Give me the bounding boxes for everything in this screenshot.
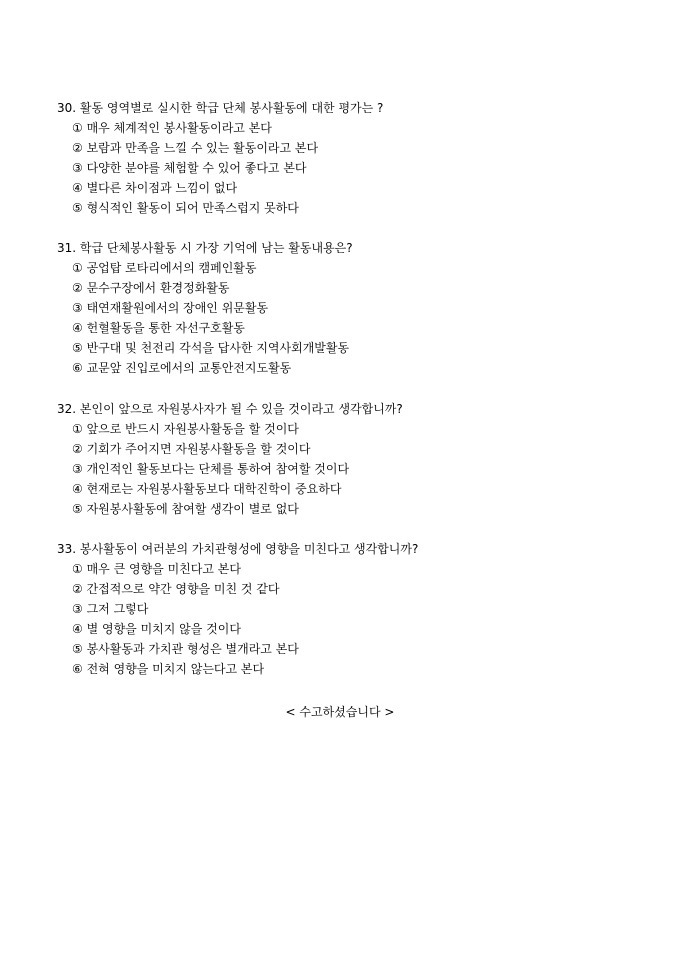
- question-text: 30. 활동 영역별로 실시한 학급 단체 봉사활동에 대한 평가는 ?: [57, 101, 384, 115]
- option-item: ① 앞으로 반드시 자원봉사활동을 할 것이다: [72, 422, 299, 436]
- option-item: ④ 별 영향을 미치지 않을 것이다: [72, 622, 241, 636]
- option-item: ② 기회가 주어지면 자원봉사활동을 할 것이다: [72, 442, 311, 456]
- question-31: [57, 238, 657, 378]
- option-item: ⑥ 전혀 영향을 미치지 않는다고 본다: [72, 662, 265, 676]
- option-item: ① 공업탑 로타리에서의 캠페인활동: [72, 261, 257, 275]
- option-item: ⑤ 반구대 및 천전리 각석을 답사한 지역사회개발활동: [72, 341, 350, 355]
- question-30: [57, 98, 657, 218]
- closing-message: < 수고하셨습니다 >: [285, 705, 395, 719]
- option-item: ③ 다양한 분야를 체험할 수 있어 좋다고 본다: [72, 161, 307, 175]
- question-text: 32. 본인이 앞으로 자원봉사자가 될 수 있을 것이라고 생각합니까?: [57, 402, 403, 416]
- option-list: [57, 258, 657, 378]
- option-item: ④ 현재로는 자원봉사활동보다 대학진학이 중요하다: [72, 482, 342, 496]
- option-item: ③ 그저 그렇다: [72, 602, 149, 616]
- option-item: ⑤ 자원봉사활동에 참여할 생각이 별로 없다: [72, 502, 299, 516]
- option-list: [57, 559, 657, 679]
- question-text: 31. 학급 단체봉사활동 시 가장 기억에 남는 활동내용은?: [57, 241, 353, 255]
- option-item: ③ 태연재활원에서의 장애인 위문활동: [72, 301, 269, 315]
- option-list: [57, 118, 657, 218]
- option-item: ② 문수구장에서 환경정화활동: [72, 281, 230, 295]
- option-item: ② 간접적으로 약간 영향을 미친 것 같다: [72, 582, 280, 596]
- question-32: [57, 399, 657, 519]
- option-item: ④ 헌혈활동을 통한 자선구호활동: [72, 321, 245, 335]
- question-text: 33. 봉사활동이 여러분의 가치관형성에 영향을 미친다고 생각합니까?: [57, 542, 419, 556]
- question-33: [57, 539, 657, 679]
- option-item: ③ 개인적인 활동보다는 단체를 통하여 참여할 것이다: [72, 462, 350, 476]
- option-item: ① 매우 큰 영향을 미친다고 본다: [72, 562, 241, 576]
- option-item: ⑤ 봉사활동과 가치관 형성은 별개라고 본다: [72, 642, 299, 656]
- option-item: ① 매우 체계적인 봉사활동이라고 본다: [72, 121, 272, 135]
- option-item: ④ 별다른 차이점과 느낌이 없다: [72, 181, 238, 195]
- option-item: ⑥ 교문앞 진입로에서의 교통안전지도활동: [72, 361, 292, 375]
- option-item: ② 보람과 만족을 느낄 수 있는 활동이라고 본다: [72, 141, 319, 155]
- option-item: ⑤ 형식적인 활동이 되어 만족스럽지 못하다: [72, 201, 299, 215]
- option-list: [57, 419, 657, 519]
